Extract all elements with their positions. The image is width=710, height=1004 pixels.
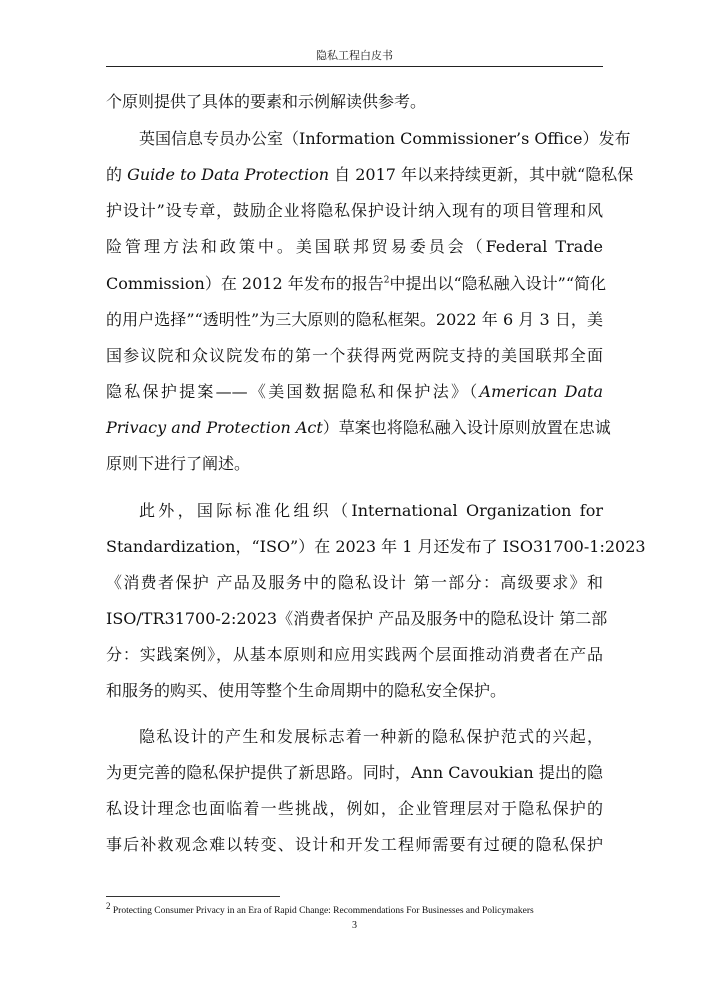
body-line: 的 Guide to Data Protection 自 2017 年以来持续更新，其中就“隐私保	[106, 165, 634, 184]
footnote-marker: 2	[106, 901, 111, 911]
body-line: 私设计理念也面临着一些挑战，例如，企业管理层对于隐私保护的	[106, 799, 603, 818]
body-line: ISO/TR31700-2:2023《消费者保护 产品及服务中的隐私设计 第二部	[106, 609, 608, 628]
footnote	[106, 901, 603, 917]
body-line: 为更完善的隐私保护提供了新思路。同时，Ann Cavoukian 提出的隐	[106, 763, 603, 782]
body-line: 和服务的购买、使用等整个生命周期中的隐私安全保护。	[106, 681, 507, 700]
body-line: 隐私设计的产生和发展标志着一种新的隐私保护范式的兴起，	[139, 727, 603, 746]
body-line: 护设计”设专章，鼓励企业将隐私保护设计纳入现有的项目管理和风	[106, 201, 603, 220]
body-line: Privacy and Protection Act）草案也将隐私融入设计原则放置在忠诚	[106, 418, 611, 437]
body-line: 《消费者保护 产品及服务中的隐私设计 第一部分：高级要求》和	[106, 573, 603, 592]
body-line: 的用户选择”“透明性”为三大原则的隐私框架。2022 年 6 月 3 日，美	[106, 310, 603, 329]
body-line: 国参议院和众议院发布的第一个获得两党两院支持的美国联邦全面	[106, 346, 603, 365]
body-line: 英国信息专员办公室（Information Commissioner’s Office）发布	[139, 129, 631, 148]
body-line: Standardization，“ISO”）在 2023 年 1 月还发布了 ISO31700-1:2023	[106, 537, 646, 556]
body-line: Commission）在 2012 年发布的报告$^2$中提出以“隐私融入设计”“简化	[106, 274, 606, 293]
header-rule	[106, 66, 603, 67]
body-line: 险管理方法和政策中。美国联邦贸易委员会（Federal Trade	[106, 237, 603, 256]
footnote-ref: 2	[383, 275, 390, 286]
running-header: 隐私工程白皮书	[316, 49, 393, 62]
footnote-rule	[106, 896, 280, 897]
body-line: 原则下进行了阐述。	[106, 454, 251, 473]
page-number: 3	[352, 920, 357, 931]
body-line: 事后补救观念难以转变、设计和开发工程师需要有过硬的隐私保护	[106, 835, 603, 854]
body-line: 隐私保护提案——《美国数据隐私和保护法》（American Data	[106, 382, 603, 401]
body-line: 个原则提供了具体的要素和示例解读供参考。	[106, 92, 427, 111]
footnote-text: Protecting Consumer Privacy in an Era of Rapid Change: Recommendations For Businesses and Policymakers	[112, 906, 534, 917]
body-line: 分：实践案例》，从基本原则和应用实践两个层面推动消费者在产品	[106, 645, 603, 664]
body-line: 此外，国际标准化组织（International Organization for	[139, 501, 603, 520]
